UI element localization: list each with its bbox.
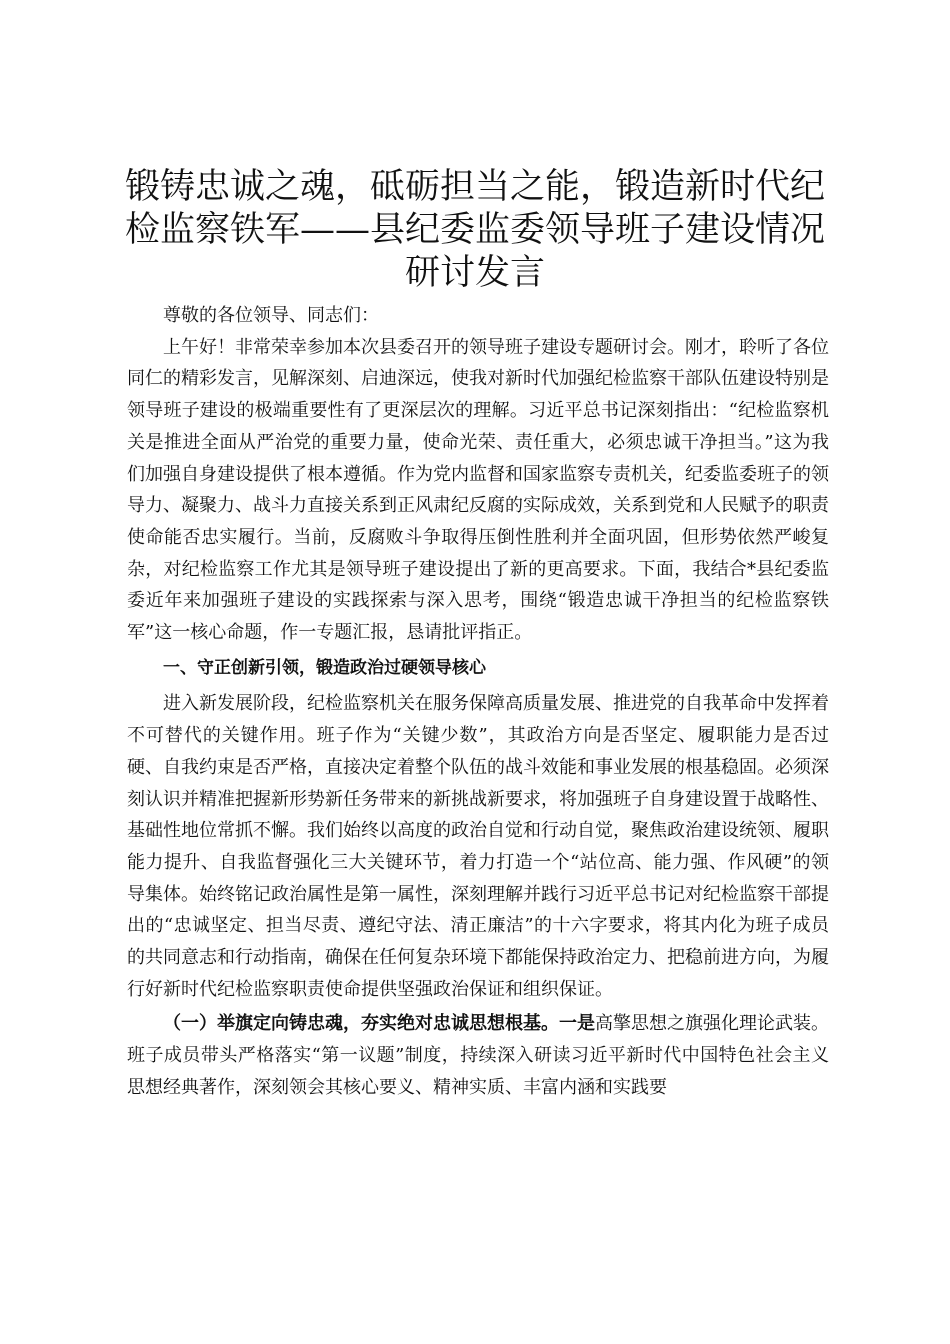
section-paragraph: 进入新发展阶段，纪检监察机关在服务保障高质量发展、推进党的自我革命中发挥着不可替代的关键作用。班子作为“关键少数”，其政治方向是否坚定、履职能力是否过硬、自我约束是否严格，直接决定着整个队伍的战斗效能和事业发展的根基稳固。必须深刻认识并精准把握新形势新任务带来的新挑战新要求，将加强班子自身建设置于战略性、基础性地位常抓不懈。我们始终以高度的政治自觉和行动自觉，聚焦政治建设统领、履职能力提升、自我监督强化三大关键环节，着力打造一个“站位高、能力强、作风硬”的领导集体。始终铭记政治属性是第一属性，深刻理解并践行习近平总书记对纪检监察干部提出的“忠诚坚定、担当尽责、遵纪守法、清正廉洁”的十六字要求，将其内化为班子成员的共同意志和行动指南，确保在任何复杂环境下都能保持政治定力、把稳前进方向，为履行好新时代纪检监察职责使命提供坚强政治保证和组织保证。 bbox=[127, 693, 829, 1000]
subsection-body: 高擎思想之旗强化理论武装。班子成员带头严格落实“第一议题”制度，持续深入研读习近平新时代中国特色社会主义思想经典著作，深刻领会其核心要义、精神实质、丰富内涵和实践要 bbox=[127, 1013, 829, 1098]
subsection-lead: （一）举旗定向铸忠魂，夯实绝对忠诚思想根基。一是 bbox=[163, 1013, 595, 1035]
section-heading: 一、守正创新引领，锻造政治过硬领导核心 bbox=[163, 657, 486, 678]
intro-paragraph: 上午好！非常荣幸参加本次县委召开的领导班子建设专题研讨会。刚才，聆听了各位同仁的精彩发言，见解深刻、启迪深远，使我对新时代加强纪检监察干部队伍建设特别是领导班子建设的极端重要性有了更深层次的理解。习近平总书记深刻指出：“纪检监察机关是推进全面从严治党的重要力量，使命光荣、责任重大，必须忠诚干净担当。”这为我们加强自身建设提供了根本遵循。作为党内监督和国家监察专责机关，纪委监委班子的领导力、凝聚力、战斗力直接关系到正风肃纪反腐的实际成效，关系到党和人民赋予的职责使命能否忠实履行。当前，反腐败斗争取得压倒性胜利并全面巩固，但形势依然严峻复杂，对纪检监察工作尤其是领导班子建设提出了新的更高要求。下面，我结合*县纪委监委近年来加强班子建设的实践探索与深入思考，围绕“锻造忠诚干净担当的纪检监察铁军”这一核心命题，作一专题汇报，恳请批评指正。 bbox=[127, 336, 829, 644]
document-title: 锻铸忠诚之魂，砥砺担当之能，锻造新时代纪检监察铁军——县纪委监委领导班子建设情况研讨发言 bbox=[124, 167, 825, 293]
subsection-paragraph bbox=[127, 1008, 829, 1103]
salutation: 尊敬的各位领导、同志们： bbox=[163, 305, 379, 326]
document-body bbox=[127, 300, 829, 1104]
